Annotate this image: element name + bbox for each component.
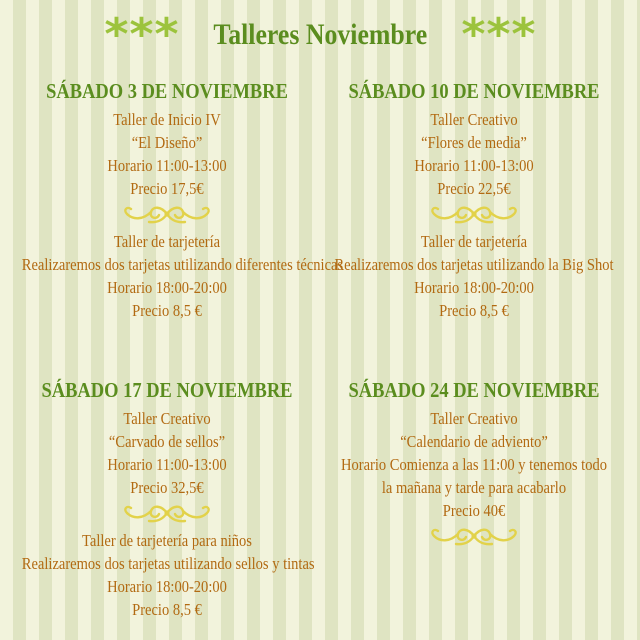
workshop-schedule: Horario 18:00-20:00 — [107, 278, 227, 297]
page-title: Talleres Noviembre — [213, 18, 427, 51]
section-date: SÁBADO 10 DE NOVIEMBRE — [348, 79, 600, 103]
star-icon: * — [154, 9, 179, 60]
workshop-schedule: Horario Comienza a las 11:00 y tenemos todo — [340, 455, 608, 474]
workshop-price: Precio 8,5 € — [132, 301, 202, 320]
section-date: SÁBADO 3 DE NOVIEMBRE — [46, 79, 288, 103]
section-nov-10 — [309, 78, 639, 322]
workshop-subtitle: “Carvado de sellos” — [108, 432, 226, 451]
star-icon: * — [104, 9, 129, 60]
workshop-description: Realizaremos dos tarjetas utilizando sellos y tintas — [21, 554, 315, 573]
workshop-schedule: Horario 18:00-20:00 — [107, 577, 227, 596]
section-nov-17 — [2, 377, 332, 621]
workshop-schedule: Horario 11:00-13:00 — [107, 455, 227, 474]
star-icon: * — [511, 9, 536, 60]
workshop-price: Precio 8,5 € — [439, 301, 509, 320]
right-stars — [461, 9, 536, 60]
workshop-description: Realizaremos dos tarjetas utilizando la Big Shot — [334, 255, 614, 274]
workshop-price: Precio 17,5€ — [130, 179, 204, 198]
workshop-subtitle: “Flores de media” — [421, 133, 527, 152]
title-row — [0, 10, 640, 60]
star-icon: * — [461, 9, 486, 60]
workshop-name: Taller de tarjetería — [113, 232, 221, 251]
workshop-name: Taller de tarjetería para niños — [82, 531, 252, 550]
ornament-icon — [117, 501, 217, 525]
ornament-icon — [424, 202, 524, 226]
workshop-schedule: Horario 11:00-13:00 — [107, 156, 227, 175]
left-stars — [104, 9, 179, 60]
workshop-name: Taller de Inicio IV — [113, 110, 221, 129]
section-date: SÁBADO 17 DE NOVIEMBRE — [41, 378, 293, 402]
workshop-price: Precio 32,5€ — [130, 478, 204, 497]
workshop-price: Precio 22,5€ — [437, 179, 511, 198]
workshop-price: Precio 8,5 € — [132, 600, 202, 619]
workshop-name: Taller Creativo — [430, 110, 518, 129]
workshop-description: Realizaremos dos tarjetas utilizando diferentes técnicas — [21, 255, 344, 274]
workshop-name: Taller Creativo — [430, 409, 518, 428]
workshop-schedule-cont: la mañana y tarde para acabarlo — [381, 478, 567, 497]
section-nov-24 — [309, 377, 639, 552]
section-date: SÁBADO 24 DE NOVIEMBRE — [348, 378, 600, 402]
section-nov-3 — [2, 78, 344, 322]
workshop-schedule: Horario 11:00-13:00 — [414, 156, 534, 175]
star-icon: * — [486, 9, 511, 60]
workshop-subtitle: “Calendario de adviento” — [400, 432, 548, 451]
workshop-schedule: Horario 18:00-20:00 — [414, 278, 534, 297]
workshop-name: Taller Creativo — [123, 409, 211, 428]
workshop-subtitle: “El Diseño” — [131, 133, 203, 152]
star-icon: * — [129, 9, 154, 60]
workshop-price: Precio 40€ — [442, 501, 506, 520]
ornament-icon — [424, 524, 524, 548]
ornament-icon — [117, 202, 217, 226]
workshop-name: Taller de tarjetería — [420, 232, 528, 251]
